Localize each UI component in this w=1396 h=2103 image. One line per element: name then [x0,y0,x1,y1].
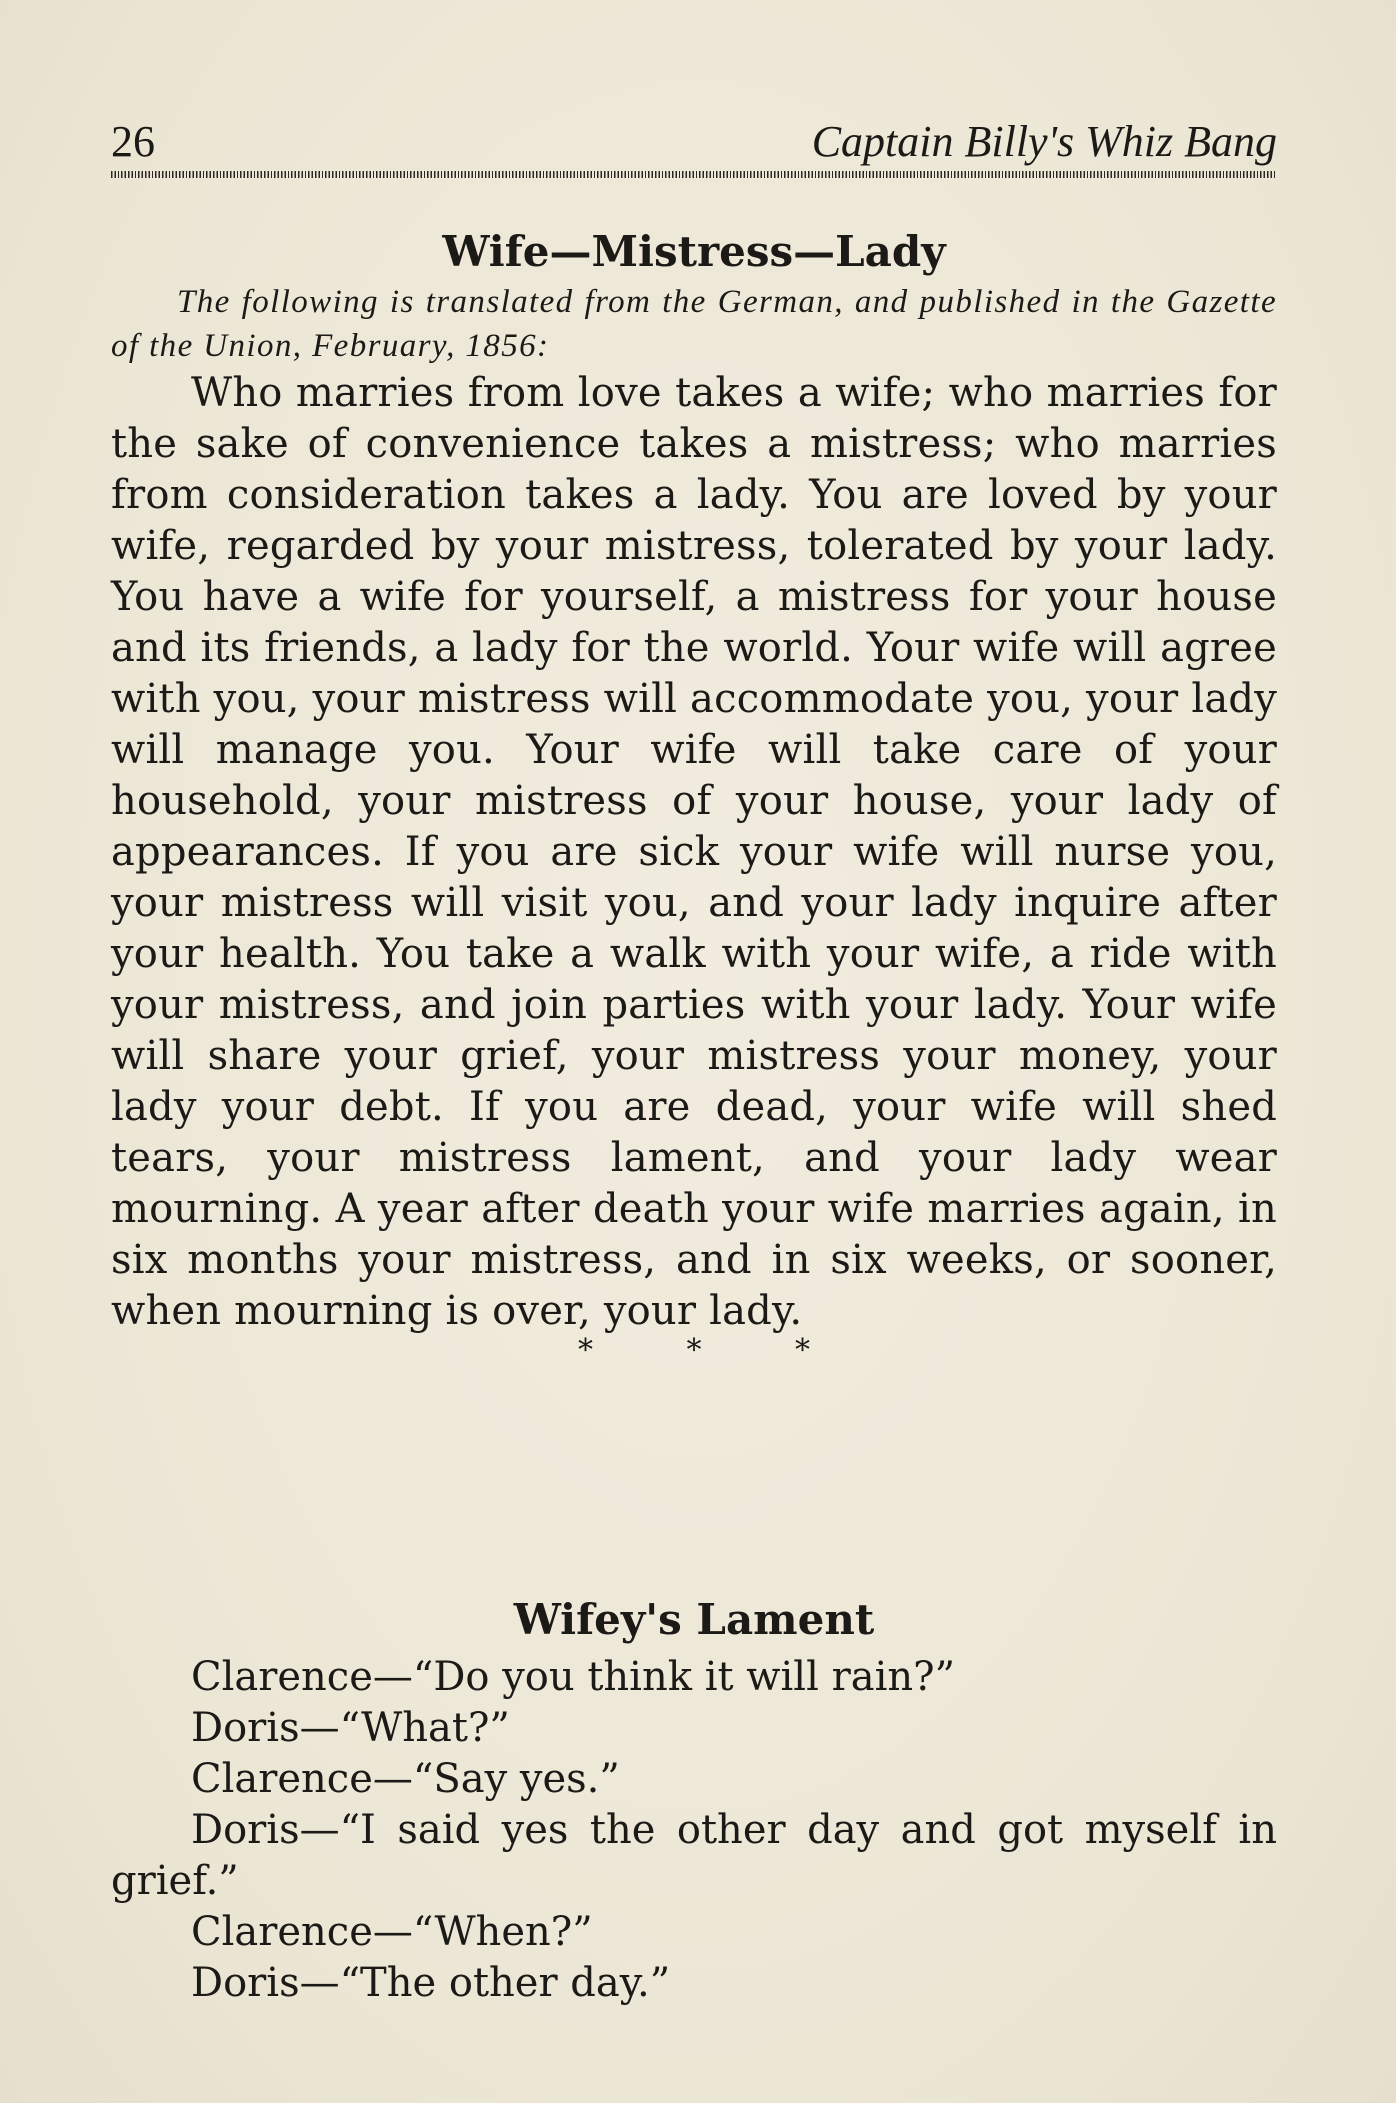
dialogue-line: Doris—“I said yes the other day and got myself in grief.” [111,1807,1277,1904]
page-number: 26 [111,117,155,166]
article-wife-mistress-lady [111,224,1277,1371]
dialogue-line: Clarence—“Do you think it will rain?” [191,1654,956,1700]
page-header [111,112,1277,174]
dialogue-line: Doris—“What?” [191,1705,510,1751]
dialogue-line: Clarence—“Say yes.” [191,1756,620,1802]
article-title: Wife—Mistress—Lady [442,227,946,276]
lament-title: Wifey's Lament [513,1595,875,1644]
dialogue-line: Clarence—“When?” [191,1909,593,1955]
article-wifeys-lament [111,1592,1277,2009]
section-separator: * * * [577,1333,853,1368]
article-body: Who marries from love takes a wife; who marries for the sake of convenience takes a mistress; who marries from consideration takes a lady. You are loved by your wife, regarded by your mistress, tolerated by your lady. You have a wife for yourself, a mistress for your house and its friends, a lady for the world. Your wife will agree with you, your mistress will accommodate you, your lady will manage you. Your wife will take care of your household, your mistress of your house, your lady of appearances. If you are sick your wife will nurse you, your mistress will visit you, and your lady inquire after your health. You take a walk with your wife, a ride with your mistress, and join parties with your lady. Your wife will share your grief, your mistress your money, your lady your debt. If you are dead, your wife will shed tears, your mistress lament, and your lady wear mourning. A year after death your wife marries again, in six months your mistress, and in six weeks, or sooner, when mourning is over, your lady. [111,370,1277,1334]
dialogue-line: Doris—“The other day.” [191,1960,671,2006]
header-rule [111,171,1277,178]
running-title: Captain Billy's Whiz Bang [811,117,1277,166]
article-intro: The following is translated from the German, and published in the Gazette of the Union, February, 1856: [111,284,1277,364]
